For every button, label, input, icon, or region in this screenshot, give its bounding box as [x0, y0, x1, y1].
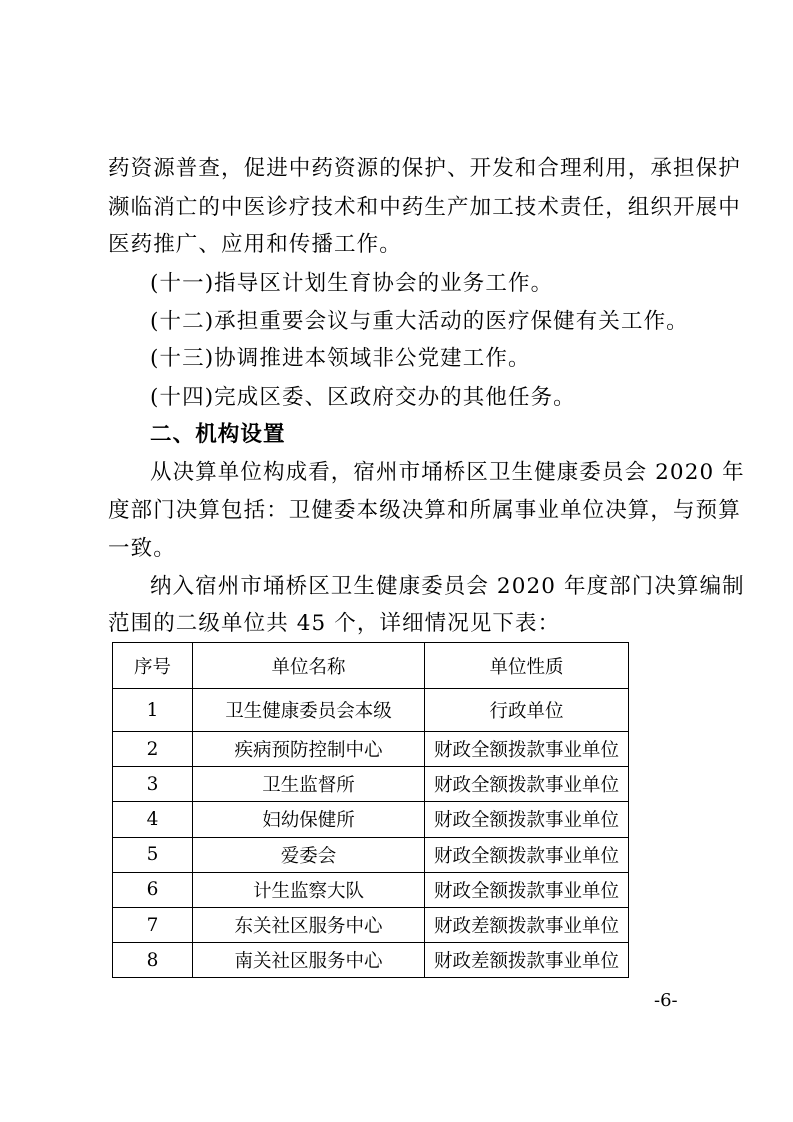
header-unit-type: 单位性质: [425, 643, 629, 689]
table-row: [113, 802, 629, 837]
table-row: [113, 907, 629, 942]
paragraph-3-line-2: 范围的二级单位共 45 个，详细情况见下表：: [108, 611, 561, 636]
row-index: 4: [113, 802, 193, 837]
paragraph-2-line-3: 一致。: [108, 536, 176, 561]
row-unit-name: 妇幼保健所: [193, 802, 425, 837]
row-unit-type: 行政单位: [425, 689, 629, 732]
row-index: 1: [113, 689, 193, 732]
list-item-11: (十一)指导区计划生育协会的业务工作。: [150, 271, 554, 296]
row-unit-name: 疾病预防控制中心: [193, 732, 425, 767]
header-index: 序号: [113, 643, 193, 689]
row-index: 7: [113, 907, 193, 942]
paragraph-1-line-3: 医药推广、应用和传播工作。: [108, 232, 402, 257]
row-unit-type: 财政差额拨款事业单位: [425, 907, 629, 942]
row-unit-name: 东关社区服务中心: [193, 907, 425, 942]
row-unit-type: 财政全额拨款事业单位: [425, 732, 629, 767]
row-unit-type: 财政全额拨款事业单位: [425, 872, 629, 907]
table-row: [113, 943, 629, 978]
row-unit-type: 财政全额拨款事业单位: [425, 802, 629, 837]
row-index: 6: [113, 872, 193, 907]
row-unit-type: 财政差额拨款事业单位: [425, 943, 629, 978]
table-row: [113, 689, 629, 732]
row-unit-name: 南关社区服务中心: [193, 943, 425, 978]
row-index: 3: [113, 767, 193, 802]
list-item-13: (十三)协调推进本领域非公党建工作。: [150, 346, 531, 371]
page-number: -6-: [654, 990, 678, 1011]
row-unit-name: 卫生监督所: [193, 767, 425, 802]
table-header-row: [113, 643, 629, 689]
list-item-12: (十二)承担重要会议与重大活动的医疗保健有关工作。: [150, 309, 689, 334]
row-unit-name: 计生监察大队: [193, 872, 425, 907]
row-index: 2: [113, 732, 193, 767]
section-heading: 二、机构设置: [150, 422, 286, 447]
paragraph-2-line-1: 从决算单位构成看，宿州市埇桥区卫生健康委员会 2020 年: [150, 460, 745, 485]
row-unit-type: 财政全额拨款事业单位: [425, 767, 629, 802]
units-table: [112, 642, 629, 978]
paragraph-2-line-2: 度部门决算包括：卫健委本级决算和所属事业单位决算，与预算: [108, 498, 741, 523]
header-unit-name: 单位名称: [193, 643, 425, 689]
row-unit-name: 爱委会: [193, 837, 425, 872]
row-unit-name: 卫生健康委员会本级: [193, 689, 425, 732]
row-unit-type: 财政全额拨款事业单位: [425, 837, 629, 872]
table-row: [113, 837, 629, 872]
table-row: [113, 732, 629, 767]
table-row: [113, 767, 629, 802]
paragraph-1-line-2: 濒临消亡的中医诊疗技术和中药生产加工技术责任，组织开展中: [108, 195, 741, 220]
list-item-14: (十四)完成区委、区政府交办的其他任务。: [150, 385, 576, 410]
paragraph-3-line-1: 纳入宿州市埇桥区卫生健康委员会 2020 年度部门决算编制: [150, 574, 745, 599]
table-row: [113, 872, 629, 907]
row-index: 5: [113, 837, 193, 872]
row-index: 8: [113, 943, 193, 978]
paragraph-1-line-1: 药资源普查，促进中药资源的保护、开发和合理利用，承担保护: [108, 156, 741, 181]
